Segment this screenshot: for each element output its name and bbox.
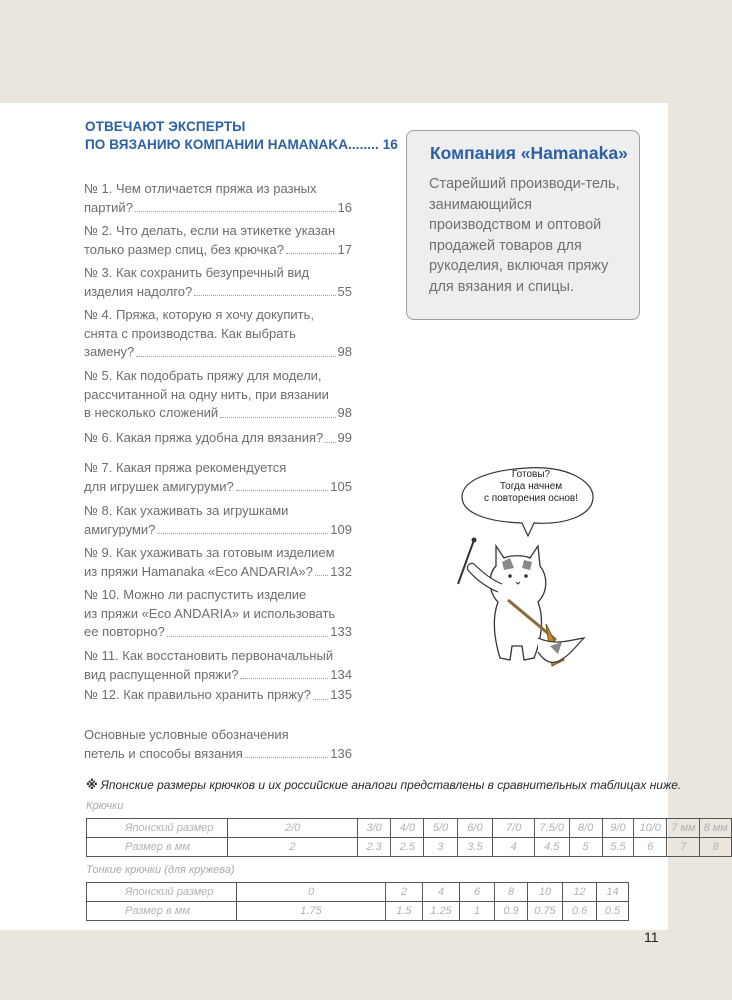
hooks-table-caption: Крючки — [86, 800, 124, 812]
speech-bubble-line3: с повторения основ! — [483, 493, 579, 504]
toc-leader-dots — [313, 686, 328, 700]
toc-entry-text: из пряжи Hamanaka «Eco ANDARIA»? — [84, 563, 313, 579]
table-cell: 4.5 — [535, 838, 569, 857]
toc-entry — [84, 222, 352, 259]
toc-entry — [84, 264, 352, 301]
toc-entry-text: № 11. Как восстановить первоначальный — [84, 648, 334, 663]
table-cell: 9/0 — [602, 819, 633, 838]
table-row — [87, 902, 629, 921]
toc-entry-text: № 4. Пряжа, которую я хочу докупить, — [84, 307, 315, 322]
footnote — [86, 778, 681, 792]
knitting-needle — [458, 540, 474, 584]
section-heading-line1: ОТВЕЧАЮТ ЭКСПЕРТЫ — [85, 119, 246, 134]
toc-entry-text: замену? — [84, 344, 135, 359]
toc-entry-last-line — [84, 478, 352, 497]
speech-bubble-line1: Готовы? — [511, 469, 551, 480]
toc-page-number: 133 — [330, 624, 352, 639]
footnote-mark-icon: ※ — [86, 778, 98, 792]
toc-entry-text: № 8. Как ухаживать за игрушками — [84, 503, 289, 518]
toc-leader-dots — [245, 745, 328, 759]
table-cell: 3 — [424, 838, 457, 857]
table-cell: 2.3 — [358, 838, 391, 857]
toc-page-number: 105 — [330, 478, 352, 494]
toc-entry — [84, 544, 352, 581]
table-cell: 8/0 — [569, 819, 602, 838]
table-cell: 8 мм — [700, 819, 732, 838]
toc-entry-last-line — [84, 283, 352, 302]
table-cell: 2.5 — [391, 838, 424, 857]
table-cell: 4 — [423, 883, 460, 902]
cat-body — [490, 546, 546, 660]
toc-entry-text: петель и способы вязания — [84, 745, 243, 761]
table-cell: 12 — [563, 883, 597, 902]
toc-page-number: 135 — [330, 687, 352, 702]
toc-entry-text: № 1. Чем отличается пряжа из разных — [84, 181, 317, 196]
toc-page-number: 132 — [330, 563, 352, 579]
toc-entry-text: амигуруми? — [84, 521, 156, 537]
toc-entry-text: ее повторно? — [84, 624, 165, 639]
toc-leader-dots — [135, 199, 336, 213]
table-row — [87, 838, 732, 857]
toc-entry — [84, 502, 352, 539]
table-cell: 6/0 — [457, 819, 493, 838]
toc-entry-text: изделия надолго? — [84, 283, 193, 299]
toc-leader-dots — [194, 283, 335, 297]
table-cell: 5.5 — [602, 838, 633, 857]
toc-leader-dots — [157, 521, 328, 535]
table-row — [87, 883, 629, 902]
table-row-label: Японский размер — [87, 883, 237, 902]
toc-page-number: 55 — [337, 283, 352, 299]
toc-entry-last-line — [84, 199, 352, 218]
toc-entry-last-line — [84, 521, 352, 540]
company-title: Компания «Hamanaka» — [430, 143, 628, 163]
toc-entry-text: рассчитанной на одну нить, при вязании — [84, 386, 329, 402]
speech-bubble-text — [468, 469, 594, 505]
toc-entry-text: № 5. Как подобрать пряжу для модели, — [84, 368, 322, 383]
table-cell: 3.5 — [457, 838, 493, 857]
toc-page-number: 98 — [337, 405, 352, 420]
table-cell: 10/0 — [634, 819, 667, 838]
table-cell: 7/0 — [493, 819, 535, 838]
table-cell: 3/0 — [358, 819, 391, 838]
toc-entry — [84, 459, 352, 496]
toc-entry-text: для игрушек амигуруми? — [84, 478, 234, 494]
table-cell: 0 — [237, 883, 386, 902]
toc-entry-last-line — [84, 745, 352, 764]
toc-leader-dots — [167, 623, 328, 637]
cat-tail — [538, 638, 584, 662]
section-heading-line2: ПО ВЯЗАНИЮ КОМПАНИИ HAMANAKA........ 16 — [85, 137, 398, 152]
toc-entry-last-line — [84, 563, 352, 582]
toc-entry — [84, 180, 352, 217]
table-cell: 10 — [528, 883, 563, 902]
table-cell: 1.5 — [386, 902, 423, 921]
table-cell: 6 — [460, 883, 495, 902]
footnote-text: Японские размеры крючков и их российские аналоги представлены в сравнительных таблицах ниже. — [100, 778, 682, 792]
toc-entry-text: № 10. Можно ли распустить изделие — [84, 587, 307, 602]
lace-table-caption: Тонкие крючки (для кружева) — [86, 864, 235, 876]
toc-page-number: 17 — [337, 241, 352, 257]
section-heading — [85, 118, 398, 154]
toc-entry-last-line — [84, 666, 352, 685]
toc-leader-dots — [220, 404, 335, 418]
toc-leader-dots — [236, 478, 329, 492]
toc-entry-last-line — [84, 686, 352, 705]
toc-entry — [84, 726, 352, 763]
hooks-size-table — [86, 818, 732, 857]
table-cell: 0.75 — [528, 902, 563, 921]
toc-entry-last-line — [84, 404, 352, 423]
toc-leader-dots — [136, 343, 335, 357]
toc-leader-dots — [286, 241, 336, 255]
toc-entry-text: партий? — [84, 199, 133, 215]
toc-entry-text: в несколько сложений — [84, 405, 219, 420]
table-cell: 1.75 — [237, 902, 386, 921]
toc-entry — [84, 306, 352, 362]
toc-entry-text: № 9. Как ухаживать за готовым изделием — [84, 545, 335, 560]
page-number: 11 — [644, 929, 659, 945]
toc-page-number: 134 — [330, 666, 352, 682]
toc-entry-last-line — [84, 429, 352, 448]
toc-page-number: 98 — [337, 344, 352, 359]
toc-entry-text: из пряжи «Eco ANDARIA» и использовать — [84, 605, 336, 621]
toc-page-number: 16 — [337, 199, 352, 215]
table-cell: 0.5 — [597, 902, 629, 921]
toc-page-number: 109 — [330, 521, 352, 537]
toc-entry-text: Основные условные обозначения — [84, 727, 289, 742]
toc-entry — [84, 367, 352, 423]
table-cell: 4 — [493, 838, 535, 857]
toc-entry-text: № 7. Какая пряжа рекомендуется — [84, 460, 287, 475]
table-cell: 6 — [634, 838, 667, 857]
table-row-label: Размер в мм — [87, 902, 237, 921]
toc-entry-text: № 3. Как сохранить безупречный вид — [84, 265, 310, 280]
toc-entry-text: только размер спиц, без крючка? — [84, 241, 284, 257]
table-cell: 8 — [700, 838, 732, 857]
toc-entry-text: вид распущенной пряжи? — [84, 666, 239, 682]
table-cell: 7.5/0 — [535, 819, 569, 838]
table-row — [87, 819, 732, 838]
toc-entry — [84, 686, 352, 705]
toc-entry — [84, 586, 352, 642]
lace-hooks-size-table — [86, 882, 629, 921]
table-cell: 1.25 — [423, 902, 460, 921]
table-cell: 0.6 — [563, 902, 597, 921]
table-cell: 5 — [569, 838, 602, 857]
table-cell: 0.9 — [495, 902, 528, 921]
table-cell: 2 — [228, 838, 358, 857]
table-cell: 2 — [386, 883, 423, 902]
table-cell: 14 — [597, 883, 629, 902]
toc-entry-last-line — [84, 241, 352, 260]
toc-leader-dots — [315, 563, 328, 577]
table-cell: 7 мм — [667, 819, 700, 838]
table-cell: 4/0 — [391, 819, 424, 838]
toc-entry-last-line — [84, 623, 352, 642]
toc-page-number: 136 — [330, 745, 352, 761]
toc-entry-text: № 2. Что делать, если на этикетке указан — [84, 223, 336, 238]
toc-entry-text: снята с производства. Как выбрать — [84, 325, 296, 341]
toc-leader-dots — [240, 666, 328, 680]
table-cell: 8 — [495, 883, 528, 902]
toc-entry — [84, 429, 352, 448]
speech-bubble-line2: Тогда начнем — [499, 481, 563, 492]
table-cell: 2/0 — [228, 819, 358, 838]
table-cell: 5/0 — [424, 819, 457, 838]
toc-entry-text: № 6. Какая пряжа удобна для вязания? — [84, 430, 324, 445]
toc-entry-last-line — [84, 343, 352, 362]
toc-page-number: 99 — [337, 430, 352, 445]
toc-leader-dots — [325, 429, 335, 443]
table-row-label: Японский размер — [87, 819, 228, 838]
table-cell: 7 — [667, 838, 700, 857]
company-description: Старейший производи-тель, занимающийся производством и оптовой продажей товаров для рукоделия, включая пряжу для вязания и спицы. — [429, 176, 620, 295]
toc-entry — [84, 647, 352, 684]
table-cell: 1 — [460, 902, 495, 921]
table-row-label: Размер в мм — [87, 838, 228, 857]
toc-entry-text: № 12. Как правильно хранить пряжу? — [84, 687, 311, 702]
company-info-box — [406, 130, 640, 320]
